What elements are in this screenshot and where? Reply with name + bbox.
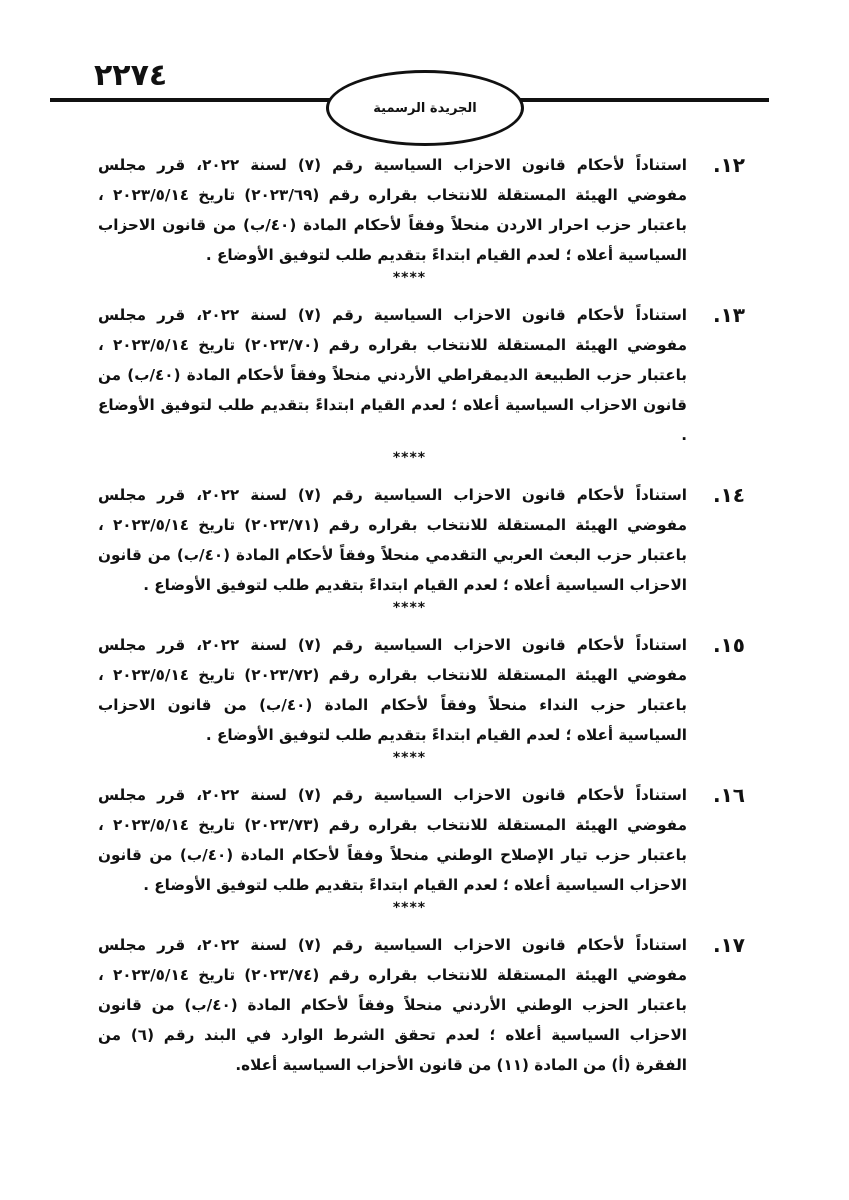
decision-item (98, 300, 745, 450)
item-text: استناداً لأحكام قانون الاحزاب السياسية رقم (٧) لسنة ٢٠٢٢، قرر مجلس مفوضي الهيئة المستقلة للانتخاب بقراره رقم (٢٠٢٣/٧٣) تاريخ ٢٠٢٣/٥/١٤ ، باعتبار حزب تيار الإصلاح الوطني منحلاً وفقاً لأحكام المادة (٤٠/ب) من قانون الاحزاب السياسية أعلاه ؛ لعدم القيام ابتداءً بتقديم طلب لتوفيق الأوضاع . (98, 786, 687, 894)
decision-item (98, 150, 745, 270)
separator: **** (392, 270, 427, 286)
decision-item (98, 630, 745, 750)
item-text: استناداً لأحكام قانون الاحزاب السياسية رقم (٧) لسنة ٢٠٢٢، قرر مجلس مفوضي الهيئة المستقلة للانتخاب بقراره رقم (٢٠٢٣/٧٢) تاريخ ٢٠٢٣/٥/١٤ ، باعتبار حزب النداء منحلاً وفقاً لأحكام المادة (٤٠/ب) من قانون الاحزاب السياسية أعلاه ؛ لعدم القيام ابتداءً بتقديم طلب لتوفيق الأوضاع . (98, 636, 687, 744)
separator: **** (392, 750, 427, 766)
item-number: ١٢. (712, 153, 745, 177)
separator: **** (392, 900, 427, 916)
item-number: ١٤. (712, 483, 745, 507)
document-body (98, 150, 745, 1080)
separator: **** (392, 450, 427, 466)
item-text: استناداً لأحكام قانون الاحزاب السياسية رقم (٧) لسنة ٢٠٢٢، قرر مجلس مفوضي الهيئة المستقلة للانتخاب بقراره رقم (٢٠٢٣/٧٠) تاريخ ٢٠٢٣/٥/١٤ ، باعتبار حزب الطبيعة الديمقراطي الأردني منحلاً وفقاً لأحكام المادة (٤٠/ب) من قانون الاحزاب السياسية أعلاه ؛ لعدم القيام ابتداءً بتقديم طلب لتوفيق الأوضاع . (98, 306, 687, 444)
item-number: ١٦. (712, 783, 745, 807)
separator: **** (392, 600, 427, 616)
item-text: استناداً لأحكام قانون الاحزاب السياسية رقم (٧) لسنة ٢٠٢٢، قرر مجلس مفوضي الهيئة المستقلة للانتخاب بقراره رقم (٢٠٢٣/٧١) تاريخ ٢٠٢٣/٥/١٤ ، باعتبار حزب البعث العربي التقدمي منحلاً وفقاً لأحكام المادة (٤٠/ب) من قانون الاحزاب السياسية أعلاه ؛ لعدم القيام ابتداءً بتقديم طلب لتوفيق الأوضاع . (98, 486, 687, 594)
decision-item (98, 930, 745, 1080)
decision-item (98, 780, 745, 900)
item-number: ١٧. (712, 933, 745, 957)
item-number: ١٣. (712, 303, 745, 327)
gazette-title: الجريدة الرسمية (373, 100, 477, 116)
decision-item (98, 480, 745, 600)
page-number: ٢٢٧٤ (94, 58, 168, 93)
item-text: استناداً لأحكام قانون الاحزاب السياسية رقم (٧) لسنة ٢٠٢٢، قرر مجلس مفوضي الهيئة المستقلة للانتخاب بقراره رقم (٢٠٢٣/٦٩) تاريخ ٢٠٢٣/٥/١٤ ، باعتبار حزب احرار الاردن منحلاً وفقاً لأحكام المادة (٤٠/ب) من قانون الاحزاب السياسية أعلاه ؛ لعدم القيام ابتداءً بتقديم طلب لتوفيق الأوضاع . (98, 156, 687, 264)
item-text: استناداً لأحكام قانون الاحزاب السياسية رقم (٧) لسنة ٢٠٢٢، قرر مجلس مفوضي الهيئة المستقلة للانتخاب بقراره رقم (٢٠٢٣/٧٤) تاريخ ٢٠٢٣/٥/١٤ ، باعتبار الحزب الوطني الأردني منحلاً وفقاً لأحكام المادة (٤٠/ب) من قانون الاحزاب السياسية أعلاه ؛ لعدم تحقق الشرط الوارد في البند رقم (٦) من الفقرة (أ) من المادة (١١) من قانون الأحزاب السياسية أعلاه. (98, 936, 687, 1074)
item-number: ١٥. (712, 633, 745, 657)
header-emblem (326, 70, 524, 146)
